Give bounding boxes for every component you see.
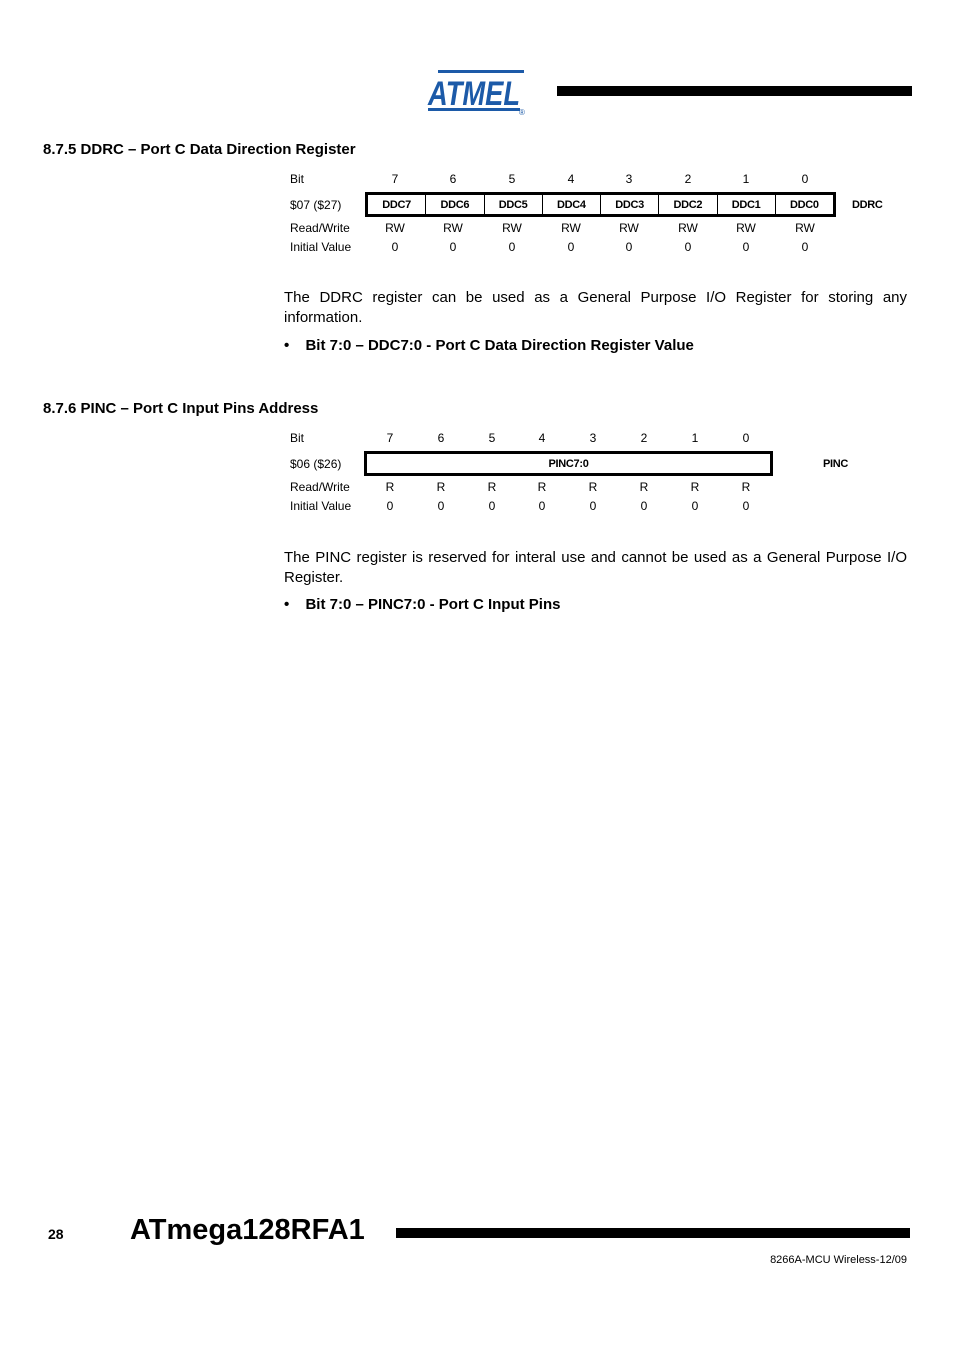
bit-number: 3 [625,172,633,186]
bullet-text: Bit 7:0 – DDC7:0 - Port C Data Direction Register Value [305,337,694,354]
register-bit-cell: DDC3 [601,195,659,214]
initial-value: 0 [625,240,633,254]
read-write-label: Read/Write [290,221,350,235]
bit-number: 1 [742,172,750,186]
bit-number: 4 [538,431,546,445]
rw-value: R [436,480,446,494]
initial-value: 0 [684,240,692,254]
rw-value: RW [443,221,463,235]
register-name-pinc: PINC [823,458,849,470]
document-reference: 8266A-MCU Wireless-12/09 [770,1254,907,1266]
bit-number: 1 [691,431,699,445]
bit-number: 0 [801,172,809,186]
bit-number: 6 [437,431,445,445]
rw-value: RW [678,221,698,235]
bit-number: 5 [508,172,516,186]
bit-number: 0 [742,431,750,445]
bit-label: Bit [290,172,305,186]
register-bit-cell: DDC7 [368,195,426,214]
initial-value: 0 [488,499,496,513]
bullet-icon: • [284,337,290,354]
rw-value: RW [385,221,405,235]
document-title: ATmega128RFA1 [130,1214,365,1246]
initial-value: 0 [449,240,457,254]
read-write-label: Read/Write [290,480,350,494]
pinc-description: The PINC register is reserved for interal use and cannot be used as a General Purpose I/O Register. [284,549,907,586]
rw-value: RW [619,221,639,235]
bit-number: 6 [449,172,457,186]
bit-label: Bit [290,431,305,445]
rw-value: RW [795,221,815,235]
initial-value: 0 [386,499,394,513]
initial-value: 0 [742,499,750,513]
header-bar [557,86,912,96]
atmel-logo [424,66,530,116]
initial-value: 0 [538,499,546,513]
pinc-register-box [364,451,773,476]
rw-value: R [487,480,497,494]
initial-value: 0 [742,240,750,254]
initial-value: 0 [567,240,575,254]
rw-value: R [741,480,751,494]
rw-value: RW [736,221,756,235]
initial-value: 0 [508,240,516,254]
initial-value: 0 [640,499,648,513]
bit-number: 5 [488,431,496,445]
rw-value: RW [502,221,522,235]
ddrc-bit-bullet [284,337,694,354]
bit-number: 2 [640,431,648,445]
initial-value: 0 [391,240,399,254]
rw-value: R [639,480,649,494]
footer-bar [396,1228,910,1238]
rw-value: R [588,480,598,494]
initial-value: 0 [589,499,597,513]
logo-text: ATMEL [427,75,520,113]
registered-mark: ® [519,108,525,116]
rw-value: R [385,480,395,494]
rw-value: R [537,480,547,494]
initial-value: 0 [437,499,445,513]
bullet-icon: • [284,596,290,613]
page-number: 28 [48,1226,64,1242]
address-label: $07 ($27) [290,198,342,212]
initial-value-label: Initial Value [290,240,352,254]
register-bit-cell: DDC0 [790,198,819,211]
register-name-ddrc: DDRC [852,199,883,211]
rw-value: RW [561,221,581,235]
bullet-text: Bit 7:0 – PINC7:0 - Port C Input Pins [305,596,561,613]
bit-number: 7 [391,172,399,186]
register-bit-cell: DDC6 [426,195,484,214]
bit-number: 3 [589,431,597,445]
initial-value: 0 [801,240,809,254]
register-bit-cell: DDC2 [659,195,717,214]
pinc-bit-bullet [284,596,560,613]
register-bit-cell: DDC5 [485,195,543,214]
ddrc-register-box [365,192,836,217]
bit-number: 2 [684,172,692,186]
initial-value-label: Initial Value [290,499,352,513]
ddrc-description: The DDRC register can be used as a General Purpose I/O Register for storing any information. [284,289,907,326]
initial-value: 0 [691,499,699,513]
address-label: $06 ($26) [290,457,342,471]
section-heading-pinc: 8.7.6 PINC – Port C Input Pins Address [43,400,319,417]
bit-number: 4 [567,172,575,186]
rw-value: R [690,480,700,494]
section-heading-ddrc: 8.7.5 DDRC – Port C Data Direction Register [43,141,356,158]
register-field-cell: PINC7:0 [548,457,589,470]
register-bit-cell: DDC4 [543,195,601,214]
bit-number: 7 [386,431,394,445]
register-bit-cell: DDC1 [718,195,776,214]
